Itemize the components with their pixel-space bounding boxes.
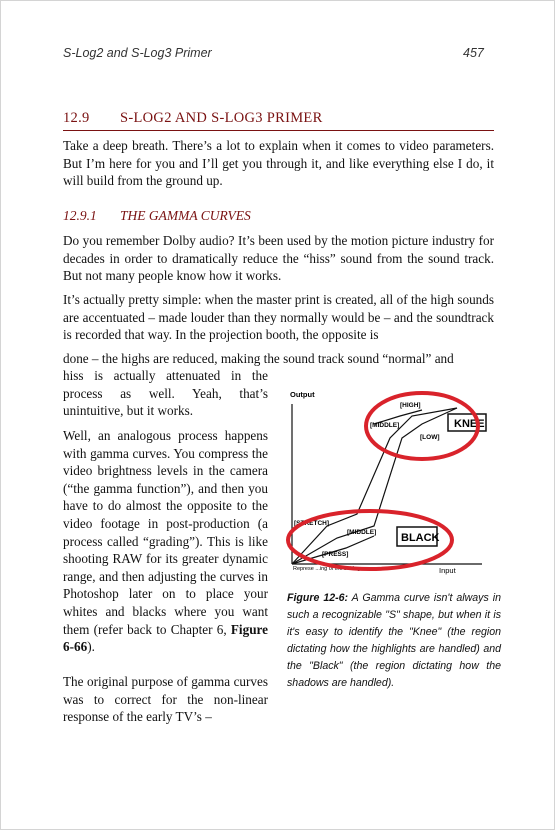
analogous-process-paragraph: [63, 427, 268, 656]
section-heading: [63, 110, 494, 131]
running-header-title: S-Log2 and S-Log3 Primer: [63, 46, 212, 60]
subsection-title: THE GAMMA CURVES: [120, 208, 251, 223]
black-label: BLACK: [401, 532, 440, 544]
stretch-label: [STRETCH]: [294, 520, 330, 527]
intro-paragraph: Take a deep breath. There’s a lot to explain when it comes to video parameters. But I’m here for you and I’ll get you through it, and like everything else I do, it will build from the ground up.: [63, 138, 494, 188]
output-axis-label: Output: [290, 390, 315, 399]
subsection-heading: [63, 208, 251, 224]
original-purpose-paragraph: The original purpose of gamma curves was to correct for the non-linear response of the early TV’s –: [63, 674, 268, 725]
section-number: 12.9: [63, 110, 90, 126]
figure-caption: [287, 590, 501, 692]
master-print-paragraph: It’s actually pretty simple: when the master print is created, all of the high sounds are accentuated – made louder than they normally would be – and the soundtrack is recorded that way. In the projection booth, the opposite is: [63, 292, 494, 342]
figure-bottom-note: Represe ...ing of the setting: [293, 566, 361, 572]
press-label: [PRESS]: [322, 551, 349, 558]
low-label: [LOW]: [420, 434, 440, 441]
middle-top-label: [MIDDLE]: [370, 422, 400, 429]
hiss-paragraph: hiss is actually attenuated in the process as well. Yeah, that’s unintuitive, but it works.: [63, 368, 268, 419]
dolby-paragraph: Do you remember Dolby audio? It’s been used by the motion picture industry for decades in order to dramatically reduce the “hiss” sound from the sound track. But not many people know how it works.: [63, 233, 494, 283]
highs-reduced-line: done – the highs are reduced, making the sound track sound “normal” and: [63, 351, 454, 366]
caption-text: A Gamma curve isn't always in such a recognizable "S" shape, but when it is it's easy to identify the "Knee" (the region dictating how the highlights are handled) and the "Black" (the region dictating how the shadows are handled).: [287, 592, 501, 689]
caption-prefix: Figure 12-6:: [287, 592, 349, 604]
analogous-process-end: ).: [87, 639, 95, 655]
knee-label: KNEE: [454, 418, 485, 430]
gamma-curve-diagram: [282, 386, 506, 576]
page-number: 457: [463, 46, 484, 60]
middle-bottom-label: [MIDDLE]: [347, 529, 377, 536]
high-label: [HIGH]: [400, 402, 421, 409]
gamma-curve-figure: [282, 386, 506, 576]
input-axis-label: Input: [439, 566, 456, 575]
figure-reference: Figure 6-66: [63, 621, 268, 655]
analogous-process-text: Well, an analogous process happens with gamma curves. You compress the video brightness levels in the camera (“the gamma function”), and then you have to do almost the opposite to the video footage in post-production (a process called “grading”). This is like shooting RAW for its greater dynamic range, and then adjusting the curves in Photoshop later on to place your whites and blacks where you want them (refer back to Chapter 6,: [63, 428, 268, 637]
subsection-number: 12.9.1: [63, 208, 97, 223]
section-title: S-LOG2 AND S-LOG3 PRIMER: [120, 110, 323, 126]
